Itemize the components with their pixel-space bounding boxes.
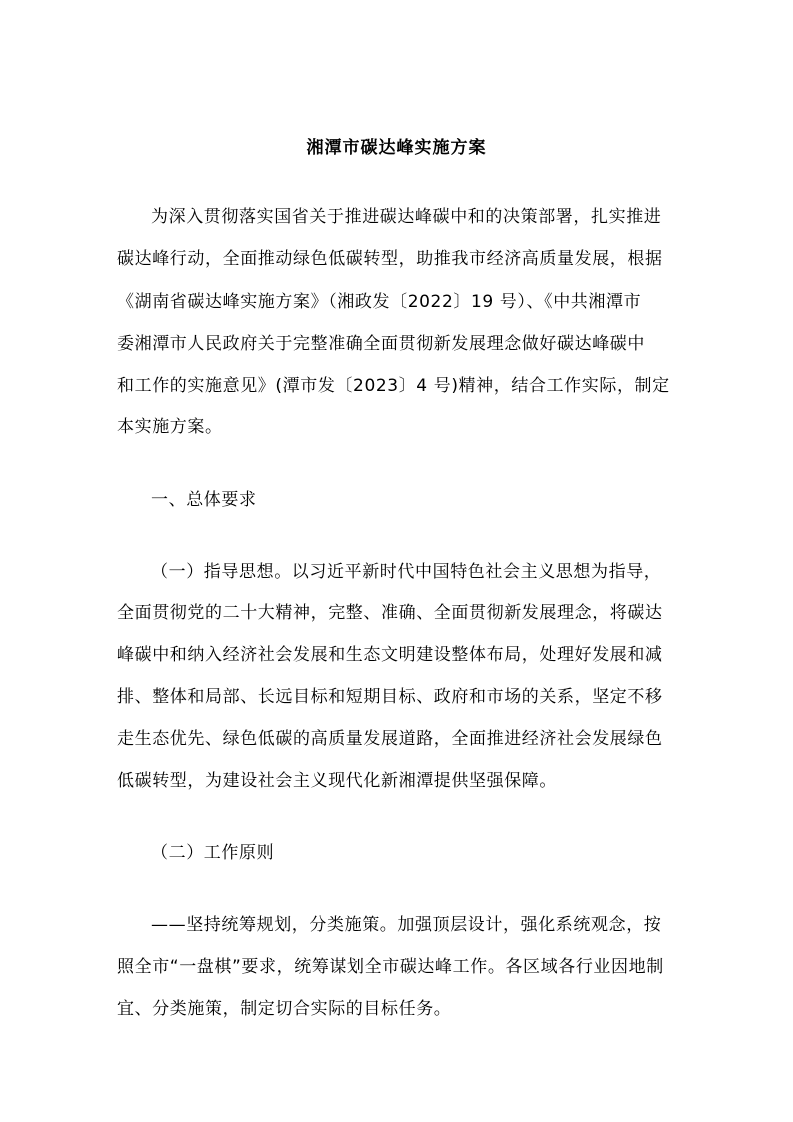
intro-line: 《湖南省碳达峰实施方案》（湘政发〔2022〕19 号）、《中共湘潭市 <box>117 292 642 312</box>
guiding-line: 全面贯彻党的二十大精神，完整、准确、全面贯彻新发展理念，将碳达 <box>117 603 663 623</box>
intro-line: 碳达峰行动，全面推动绿色低碳转型，助推我市经济高质量发展，根据 <box>117 249 663 269</box>
intro-line: 本实施方案。 <box>117 417 223 437</box>
principle-line: 宜、分类施策，制定切合实际的目标任务。 <box>117 999 452 1019</box>
intro-line: 委湘潭市人民政府关于完整准确全面贯彻新发展理念做好碳达峰碳中 <box>117 334 645 354</box>
guiding-line: 排、整体和局部、长远目标和短期目标、政府和市场的关系，坚定不移 <box>117 687 663 707</box>
intro-line: 和工作的实施意见》(潭市发〔2023〕4 号)精神，结合工作实际，制定 <box>117 376 670 396</box>
guiding-line: 峰碳中和纳入经济社会发展和生态文明建设整体布局，处理好发展和减 <box>117 645 663 665</box>
section-heading: 一、总体要求 <box>151 490 257 510</box>
guiding-line: 走生态优先、绿色低碳的高质量发展道路，全面推进经济社会发展绿色 <box>117 729 663 749</box>
document-title: 湘潭市碳达峰实施方案 <box>306 138 487 158</box>
guiding-line: （一）指导思想。以习近平新时代中国特色社会主义思想为指导， <box>151 562 662 582</box>
subsection-heading: （二）工作原则 <box>151 843 275 863</box>
principle-line: ——坚持统筹规划，分类施策。加强顶层设计，强化系统观念，按 <box>151 915 662 935</box>
guiding-line: 低碳转型，为建设社会主义现代化新湘潭提供坚强保障。 <box>117 771 557 791</box>
intro-line: 为深入贯彻落实国省关于推进碳达峰碳中和的决策部署，扎实推进 <box>151 207 662 227</box>
principle-line: 照全市“一盘棋”要求，统筹谋划全市碳达峰工作。各区域各行业因地制 <box>117 957 664 977</box>
